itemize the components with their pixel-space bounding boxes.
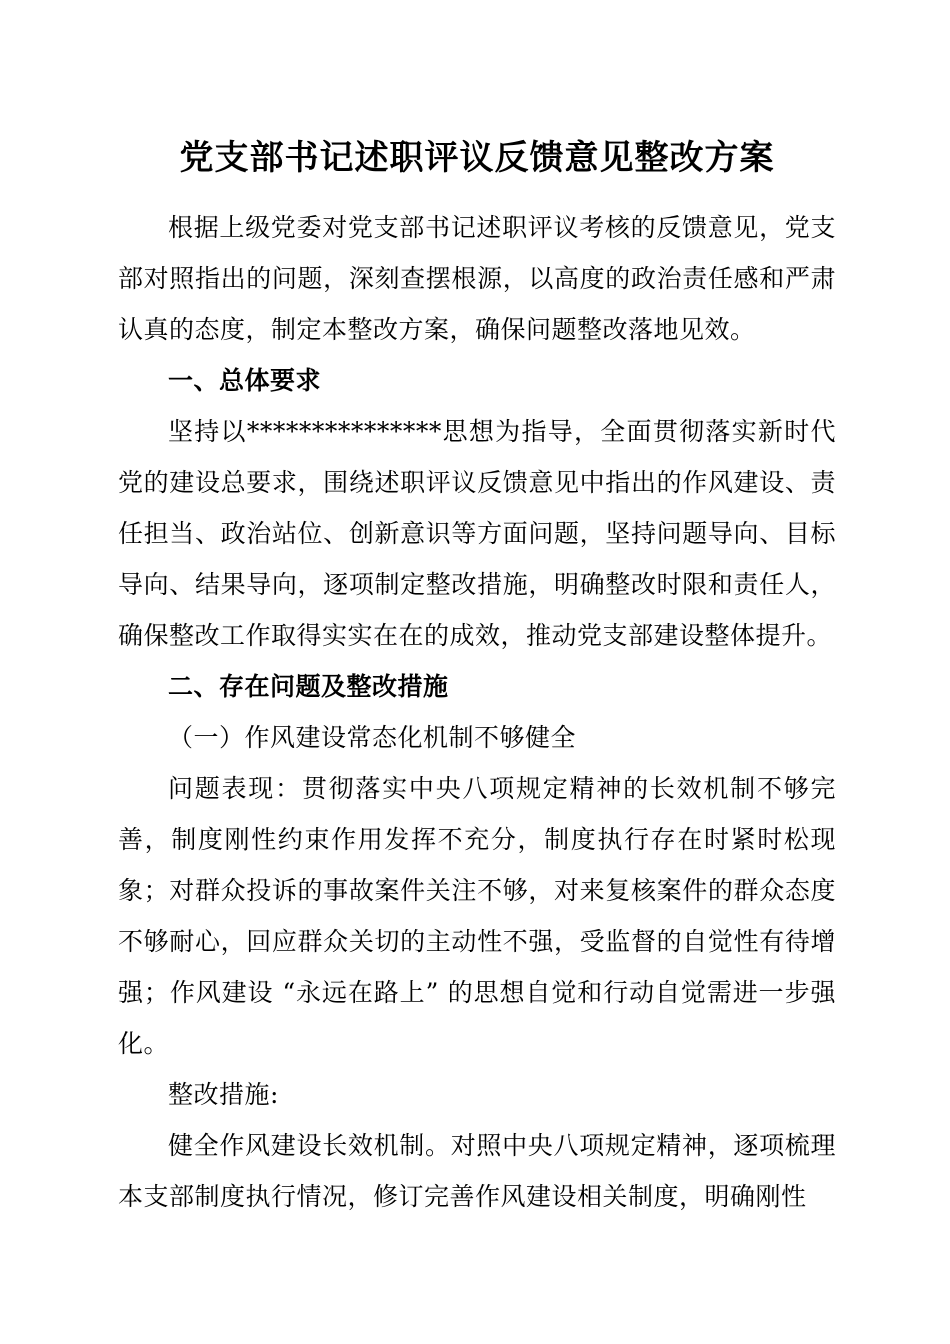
paragraph-problem-description: 问题表现：贯彻落实中央八项规定精神的长效机制不够完善，制度刚性约束作用发挥不充分，制度执行存在时紧时松现象；对群众投诉的事故案件关注不够，对来复核案件的群众态度不够耐心，回应群众关切的主动性不强，受监督的自觉性有待增强；作风建设 “永远在路上” 的思想自觉和行动自觉需进一步强化。 [118, 774, 836, 1058]
page-title: 党支部书记述职评议反馈意见整改方案 [179, 138, 775, 178]
subsection-heading-work-style: （一）作风建设常态化机制不够健全 [168, 723, 577, 752]
paragraph-intro: 根据上级党委对党支部书记述职评议考核的反馈意见，党支部对照指出的问题，深刻查摆根源，以高度的政治责任感和严肃认真的态度，制定本整改方案，确保问题整改落地见效。 [118, 213, 836, 344]
section-heading-problems-and-measures: 二、存在问题及整改措施 [168, 672, 449, 701]
section-heading-overall-requirements: 一、总体要求 [168, 366, 322, 395]
paragraph-measures-body: 健全作风建设长效机制。对照中央八项规定精神，逐项梳理本支部制度执行情况，修订完善作风建设相关制度，明确刚性 [118, 1131, 836, 1211]
document-body [118, 132, 836, 1222]
paragraph-measures-label: 整改措施: [168, 1080, 279, 1109]
paragraph-overall-requirements: 坚持以***************思想为指导，全面贯彻落实新时代党的建设总要求，围绕述职评议反馈意见中指出的作风建设、责任担当、政治站位、创新意识等方面问题，坚持问题导向、目标导向、结果导向，逐项制定整改措施，明确整改时限和责任人，确保整改工作取得实实在在的成效，推动党支部建设整体提升。 [118, 417, 836, 650]
